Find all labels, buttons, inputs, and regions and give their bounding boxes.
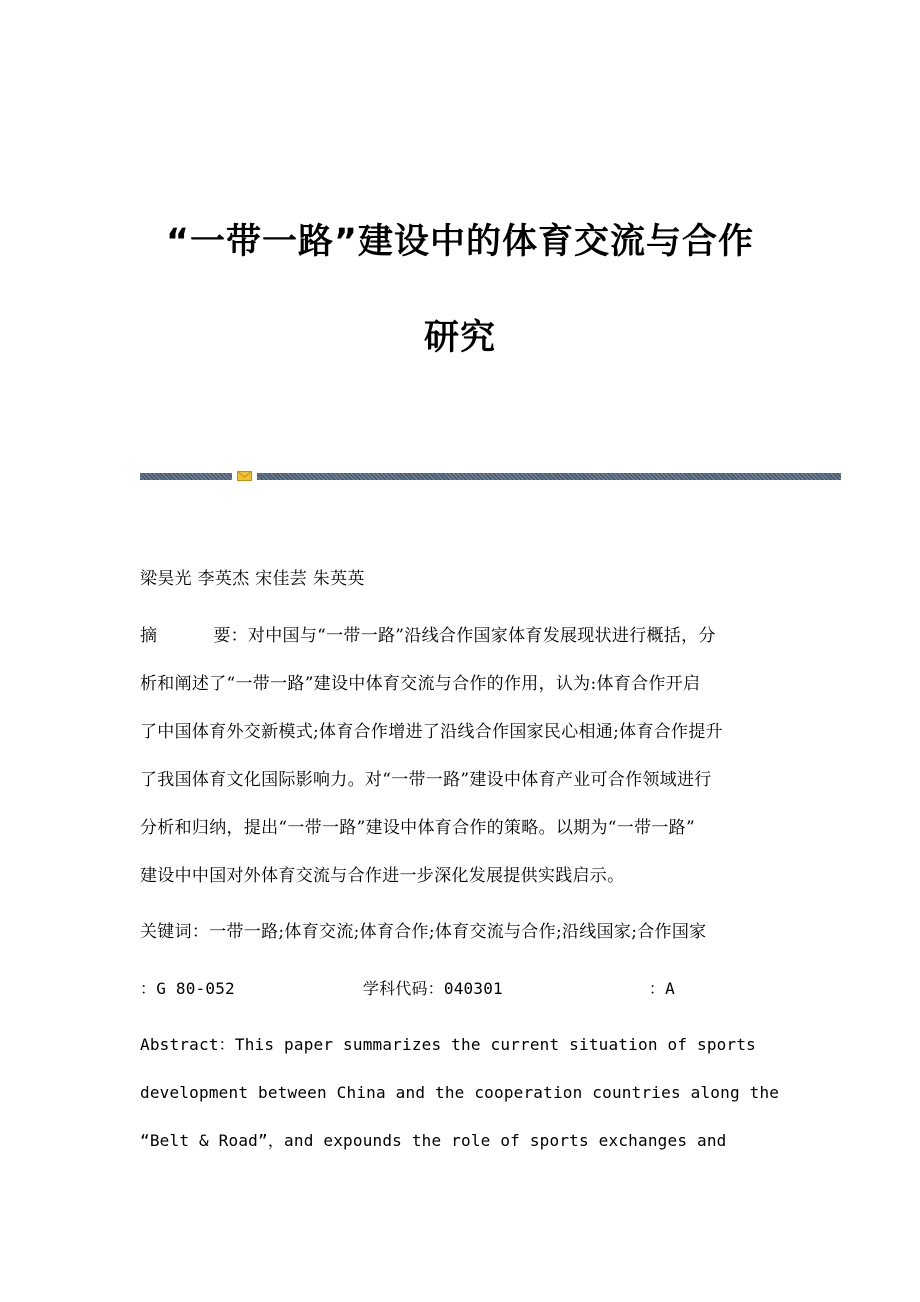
abstract-en-line: “Belt & Road”，and expounds the role of sports exchanges and (140, 1131, 727, 1150)
divider-bar-left (140, 473, 232, 480)
abstract-label-second: 要： (213, 626, 248, 646)
abstract-cn-line (140, 625, 716, 647)
title-divider (140, 471, 841, 480)
classification-code: ：G 80-052 (140, 979, 235, 998)
codes-line (140, 978, 675, 1000)
abstract-cn-line: 析和阐述了“一带一路”建设中体育交流与合作的作用，认为:体育合作开启 (140, 674, 701, 694)
paper-title-line-1: “一带一路”建设中的体育交流与合作 (165, 222, 754, 262)
abstract-en-line: development between China and the cooperation countries along the (140, 1083, 780, 1102)
abstract-cn-line: 了中国体育外交新模式;体育合作增进了沿线合作国家民心相通;体育合作提升 (140, 722, 723, 742)
document-code: ：A (648, 979, 675, 998)
author-list: 梁昊光 李英杰 宋佳芸 朱英英 (140, 569, 365, 589)
divider-bar-right (257, 473, 841, 480)
keywords-line: 关键词：一带一路;体育交流;体育合作;体育交流与合作;沿线国家;合作国家 (140, 922, 707, 942)
abstract-text: 对中国与“一带一路”沿线合作国家体育发展现状进行概括，分 (247, 626, 716, 646)
abstract-cn-line: 建设中中国对外体育交流与合作进一步深化发展提供实践启示。 (140, 866, 625, 886)
subject-code: 学科代码：040301 (362, 979, 503, 998)
abstract-cn-line: 分析和归纳，提出“一带一路”建设中体育合作的策略。以期为“一带一路” (140, 818, 695, 838)
abstract-cn-line: 了我国体育文化国际影响力。对“一带一路”建设中体育产业可合作领域进行 (140, 770, 712, 790)
envelope-icon (237, 471, 252, 481)
abstract-label-first: 摘 (140, 626, 158, 646)
paper-title-line-2: 研究 (423, 318, 496, 358)
abstract-en-line: Abstract：This paper summarizes the current situation of sports (140, 1035, 757, 1054)
